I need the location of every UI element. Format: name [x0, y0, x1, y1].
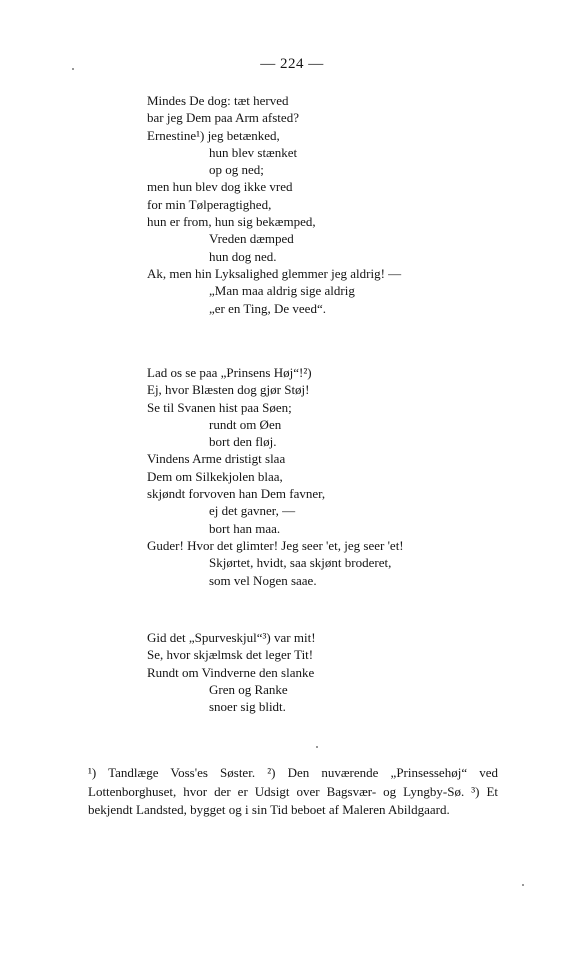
verse-line: Guder! Hvor det glimter! Jeg seer 'et, jeg seer 'et! — [147, 537, 404, 553]
stanza-1 — [147, 92, 401, 317]
verse-line: skjøndt forvoven han Dem favner, — [147, 486, 326, 502]
verse-line: Mindes De dog: tæt herved — [147, 93, 289, 108]
page-number: — 224 — — [260, 56, 324, 72]
verse-line: hun blev stænket — [209, 144, 298, 160]
verse-line: Lad os se paa „Prinsens Høj“!²) — [147, 365, 312, 380]
stanza-3 — [147, 629, 316, 715]
verse-line: for min Tølperagtighed, — [147, 196, 272, 212]
verse-line: op og ned; — [209, 162, 264, 178]
verse-line: „Man maa aldrig sige aldrig — [209, 283, 355, 299]
verse-line: Ernestine¹) jeg betænked, — [147, 127, 280, 143]
speck-mark — [522, 884, 524, 886]
verse-line: hun dog ned. — [209, 248, 277, 264]
verse-line: „er en Ting, De veed“. — [209, 300, 326, 316]
verse-line: Se, hvor skjælmsk det leger Tit! — [147, 647, 314, 663]
verse-line: men hun blev dog ikke vred — [147, 179, 293, 195]
verse-line: Ej, hvor Blæsten dog gjør Støj! — [147, 382, 310, 398]
verse-line: bort den fløj. — [209, 434, 277, 450]
verse-line: rundt om Øen — [209, 416, 282, 432]
verse-line: bort han maa. — [209, 520, 281, 536]
verse-line: Dem om Silkekjolen blaa, — [147, 468, 283, 484]
verse-line: Vreden dæmped — [209, 231, 294, 247]
verse-line: Gid det „Spurveskjul“³) var mit! — [147, 630, 316, 645]
stanza-2 — [147, 364, 404, 589]
speck-mark — [316, 746, 318, 748]
verse-line: ej det gavner, — — [209, 503, 296, 519]
verse-line: Se til Svanen hist paa Søen; — [147, 399, 292, 415]
footnotes: ¹) Tandlæge Voss'es Søster. ²) Den nuværende „Prinsessehøj“ ved Lottenborghuset, hvor der er Udsigt over Bagsvær- og Lyngby-Sø. ³) Et bekjendt Landsted, bygget og i sin Tid beboet af Maleren Abildgaard. — [88, 765, 498, 817]
verse-line: Vindens Arme dristigt slaa — [147, 451, 286, 467]
verse-line: Rundt om Vindverne den slanke — [147, 664, 315, 680]
verse-line: som vel Nogen saae. — [209, 572, 317, 588]
verse-line: Ak, men hin Lyksalighed glemmer jeg aldrig! — — [147, 265, 402, 281]
verse-line: snoer sig blidt. — [209, 699, 286, 715]
speck-mark — [72, 68, 74, 70]
verse-line: Gren og Ranke — [209, 681, 288, 697]
verse-line: hun er from, hun sig bekæmped, — [147, 214, 316, 230]
verse-line: Skjørtet, hvidt, saa skjønt broderet, — [209, 555, 392, 571]
verse-line: bar jeg Dem paa Arm afsted? — [147, 110, 299, 126]
